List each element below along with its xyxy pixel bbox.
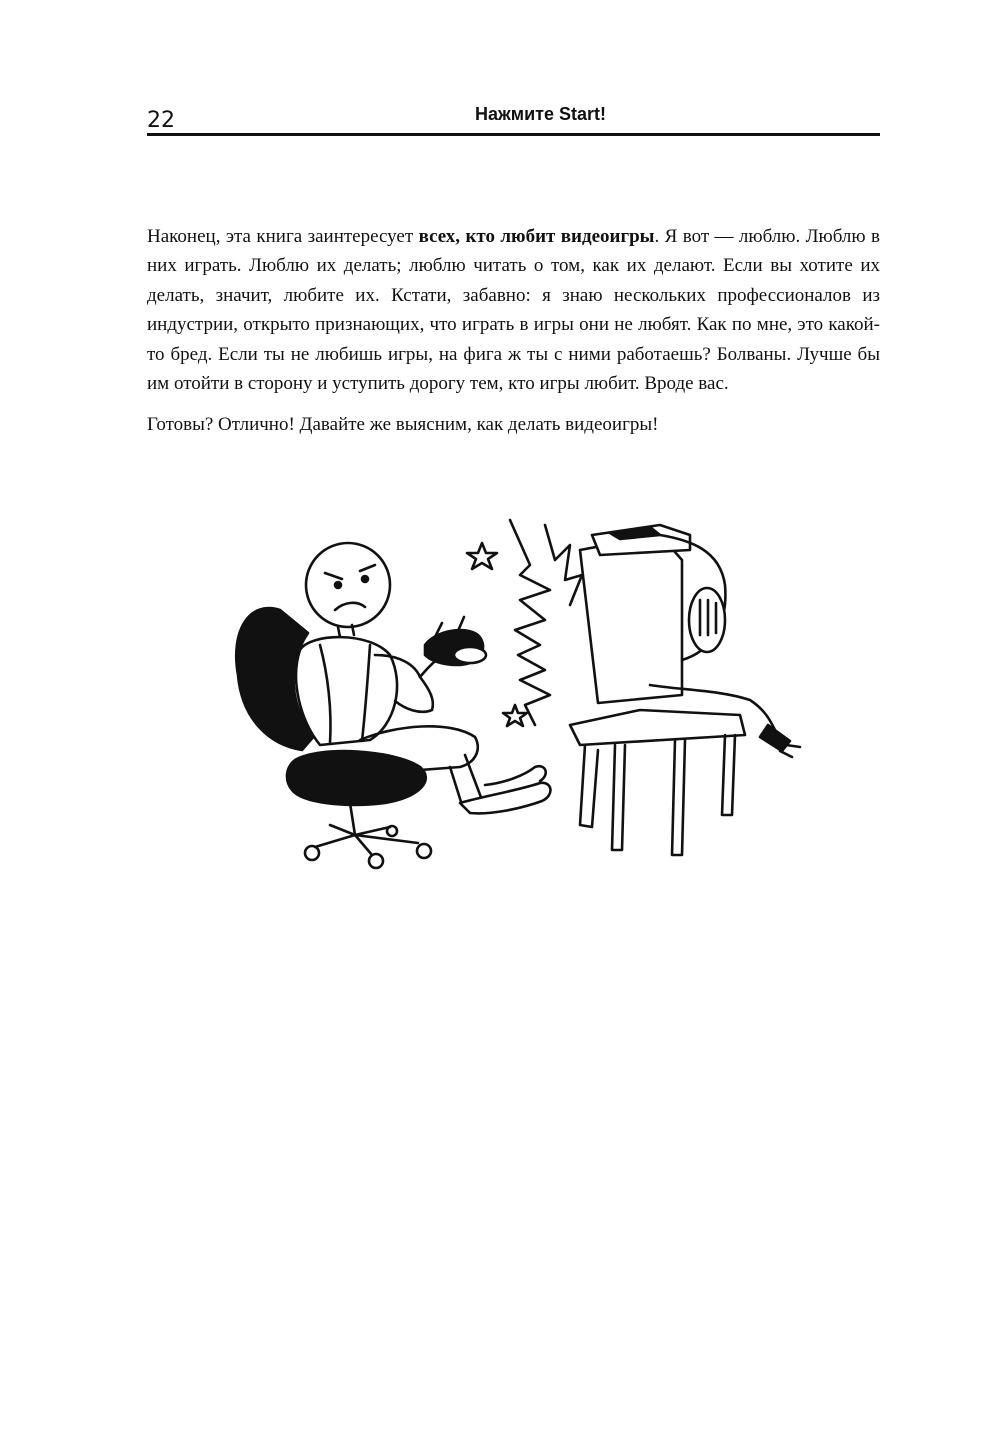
- paragraph-1-end: . Я вот — люблю. Люблю в них играть. Люблю их делать; люблю читать о том, как их делают. Если вы хотите их делать, значит, любите их. Кстати, забавно: я знаю нескольких профессионалов из индустрии, открыто признающих, что играть в игры они не любят. Как по мне, это какой-то бред. Если ты не любишь игры, на фига ж ты с ними работаешь? Болваны. Лучше бы им отойти в сторону и уступить дорогу тем, кто игры любит. Вроде вас.: [147, 226, 880, 395]
- gamer-eye: [335, 582, 341, 588]
- gamer-head: [306, 543, 390, 627]
- chair-base: [315, 825, 418, 855]
- page-number: 22: [147, 108, 175, 133]
- gamer-shoe: [460, 783, 550, 814]
- paragraph-1-emphasis: всех, кто любит видеоигры: [418, 226, 655, 247]
- monitor-box: [580, 535, 682, 703]
- star-icon: [467, 543, 497, 569]
- running-title: Нажмите Start!: [475, 104, 606, 124]
- chair-wheel: [369, 854, 383, 868]
- gamer-shoe: [485, 766, 546, 785]
- paragraph-1-start: Наконец, эта книга заинтересует: [147, 226, 419, 247]
- star-icon: [503, 705, 527, 726]
- chair-wheel: [387, 826, 397, 836]
- controller-grip: [454, 647, 486, 663]
- paragraph-2: Готовы? Отлично! Давайте же выясним, как делать видеоигры!: [147, 414, 659, 436]
- header-rule: [147, 133, 880, 136]
- gamer-torso: [296, 637, 397, 745]
- angry-gamer-illustration: [220, 505, 820, 895]
- chair-wheel: [417, 844, 431, 858]
- page-header: [147, 104, 882, 136]
- plug-icon: [760, 725, 790, 751]
- explosion-burst: [510, 520, 582, 725]
- table-legs: [580, 735, 735, 855]
- gamer-eye: [362, 576, 368, 582]
- chair-seat: [287, 751, 426, 805]
- paragraph-1: [147, 222, 880, 398]
- body-text: [147, 222, 880, 440]
- chair-column: [350, 803, 355, 835]
- table-top: [570, 710, 745, 745]
- chair-wheel: [305, 846, 319, 860]
